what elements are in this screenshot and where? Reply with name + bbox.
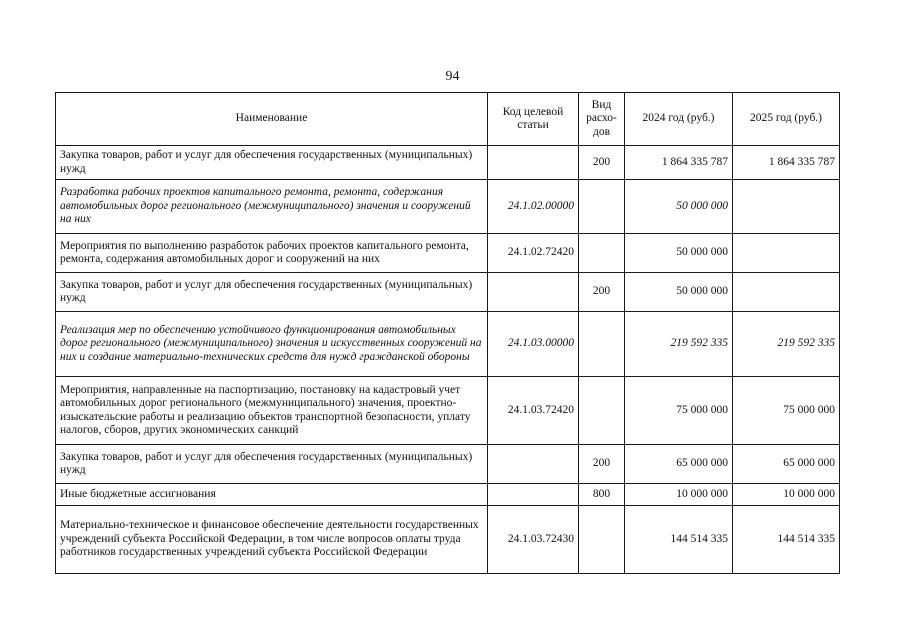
row-expense-type <box>579 377 625 445</box>
row-target-code: 24.1.02.72420 <box>488 234 579 273</box>
header-expense-type: Вид расхо-дов <box>579 93 625 146</box>
row-amount-2024: 65 000 000 <box>625 445 733 484</box>
row-name: Реализация мер по обеспечению устойчивого функционирования автомобильных дорог регионального (межмуниципального) значения и искусственных сооружений на них и создание материально-технических средств для нужд гражданской обороны <box>56 312 488 377</box>
row-amount-2025: 219 592 335 <box>733 312 840 377</box>
row-name: Закупка товаров, работ и услуг для обеспечения государственных (муниципальных) нужд <box>56 445 488 484</box>
row-amount-2025: 144 514 335 <box>733 506 840 574</box>
header-name: Наименование <box>56 93 488 146</box>
table-row <box>56 445 840 484</box>
row-expense-type: 800 <box>579 484 625 506</box>
header-target-code: Код целевой статьи <box>488 93 579 146</box>
row-expense-type <box>579 234 625 273</box>
row-amount-2025 <box>733 234 840 273</box>
row-expense-type: 200 <box>579 445 625 484</box>
row-amount-2024: 1 864 335 787 <box>625 146 733 180</box>
row-amount-2024: 144 514 335 <box>625 506 733 574</box>
header-year-2025: 2025 год (руб.) <box>733 93 840 146</box>
table-header-row <box>56 93 840 146</box>
row-amount-2024: 75 000 000 <box>625 377 733 445</box>
header-year-2024: 2024 год (руб.) <box>625 93 733 146</box>
table-row <box>56 234 840 273</box>
row-target-code <box>488 445 579 484</box>
table-row <box>56 273 840 312</box>
row-name: Иные бюджетные ассигнования <box>56 484 488 506</box>
row-target-code <box>488 273 579 312</box>
row-target-code <box>488 146 579 180</box>
row-amount-2025 <box>733 273 840 312</box>
budget-table <box>55 92 840 574</box>
row-expense-type: 200 <box>579 273 625 312</box>
row-target-code: 24.1.03.00000 <box>488 312 579 377</box>
row-name: Мероприятия по выполнению разработок рабочих проектов капитального ремонта, ремонта, содержания автомобильных дорог и сооружений на них <box>56 234 488 273</box>
table-row <box>56 146 840 180</box>
table-row <box>56 484 840 506</box>
row-name: Мероприятия, направленные на паспортизацию, постановку на кадастровый учет автомобильных дорог регионального (межмуниципального) значения, проектно-изыскательские работы и реализацию объектов транспортной безопасности, уплату налогов, сборов, других экономических санкций <box>56 377 488 445</box>
table-row <box>56 506 840 574</box>
row-amount-2024: 50 000 000 <box>625 273 733 312</box>
row-amount-2025: 10 000 000 <box>733 484 840 506</box>
row-expense-type: 200 <box>579 146 625 180</box>
row-amount-2025: 65 000 000 <box>733 445 840 484</box>
row-amount-2025: 75 000 000 <box>733 377 840 445</box>
row-amount-2024: 50 000 000 <box>625 180 733 234</box>
row-expense-type <box>579 180 625 234</box>
row-target-code: 24.1.03.72420 <box>488 377 579 445</box>
row-expense-type <box>579 506 625 574</box>
row-expense-type <box>579 312 625 377</box>
row-amount-2024: 10 000 000 <box>625 484 733 506</box>
row-amount-2024: 219 592 335 <box>625 312 733 377</box>
row-target-code: 24.1.03.72430 <box>488 506 579 574</box>
row-amount-2025: 1 864 335 787 <box>733 146 840 180</box>
table-row <box>56 180 840 234</box>
table-row <box>56 312 840 377</box>
row-name: Разработка рабочих проектов капитального ремонта, ремонта, содержания автомобильных дорог регионального (межмуниципального) значения и сооружений на них <box>56 180 488 234</box>
row-name: Закупка товаров, работ и услуг для обеспечения государственных (муниципальных) нужд <box>56 273 488 312</box>
table-row <box>56 377 840 445</box>
row-name: Закупка товаров, работ и услуг для обеспечения государственных (муниципальных) нужд <box>56 146 488 180</box>
row-name: Материально-техническое и финансовое обеспечение деятельности государственных учреждений субъекта Российской Федерации, в том числе вопросов оплаты труда работников государственных учреждений субъекта Российской Федерации <box>56 506 488 574</box>
row-amount-2024: 50 000 000 <box>625 234 733 273</box>
row-amount-2025 <box>733 180 840 234</box>
row-target-code: 24.1.02.00000 <box>488 180 579 234</box>
row-target-code <box>488 484 579 506</box>
page-number: 94 <box>445 69 460 84</box>
